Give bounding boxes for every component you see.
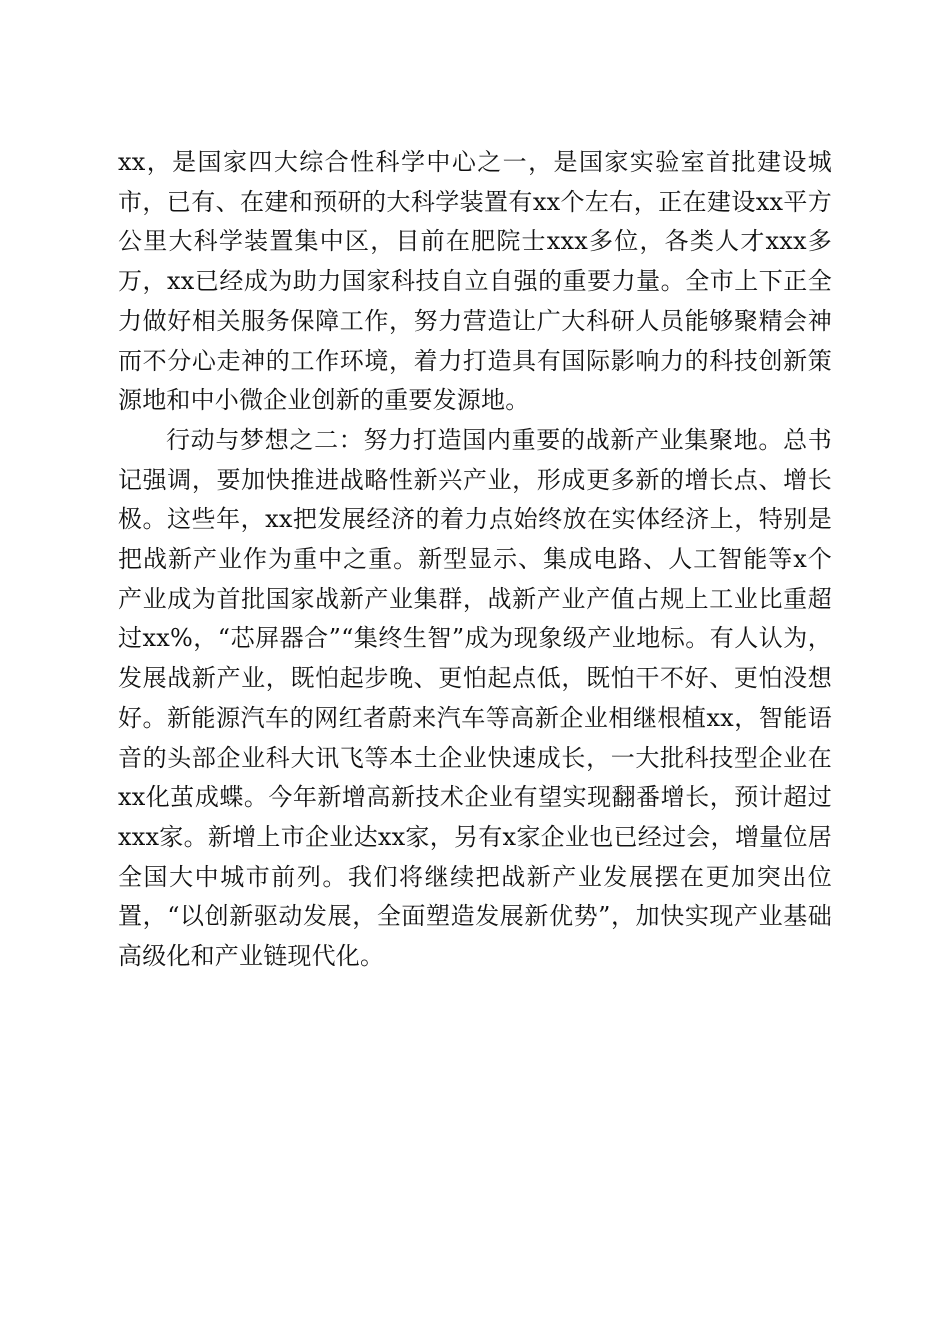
paragraph-1: xx，是国家四大综合性科学中心之一，是国家实验室首批建设城市，已有、在建和预研的大科学装置有xx个左右，正在建设xx平方公里大科学装置集中区，目前在肥院士xxx多位，各类人才xxx多万，xx已经成为助力国家科技自立自强的重要力量。全市上下正全力做好相关服务保障工作，努力营造让广大科研人员能够聚精会神而不分心走神的工作环境，着力打造具有国际影响力的科技创新策源地和中小微企业创新的重要发源地。 <box>118 148 832 415</box>
paragraph-2: 行动与梦想之二：努力打造国内重要的战新产业集聚地。总书记强调，要加快推进战略性新兴产业，形成更多新的增长点、增长极。这些年，xx把发展经济的着力点始终放在实体经济上，特别是把战新产业作为重中之重。新型显示、集成电路、人工智能等x个产业成为首批国家战新产业集群，战新产业产值占规上工业比重超过xx%，“芯屏器合”“集终生智”成为现象级产业地标。有人认为，发展战新产业，既怕起步晚、更怕起点低，既怕干不好、更怕没想好。新能源汽车的网红者蔚来汽车等高新企业相继根植xx，智能语音的头部企业科大讯飞等本土企业快速成长，一大批科技型企业在xx化茧成蝶。今年新增高新技术企业有望实现翻番增长，预计超过xxx家。新增上市企业达xx家，另有x家企业也已经过会，增量位居全国大中城市前列。我们将继续把战新产业发展摆在更加突出位置，“以创新驱动发展，全面塑造发展新优势”，加快实现产业基础高级化和产业链现代化。 <box>118 425 832 971</box>
document-body <box>118 143 832 977</box>
